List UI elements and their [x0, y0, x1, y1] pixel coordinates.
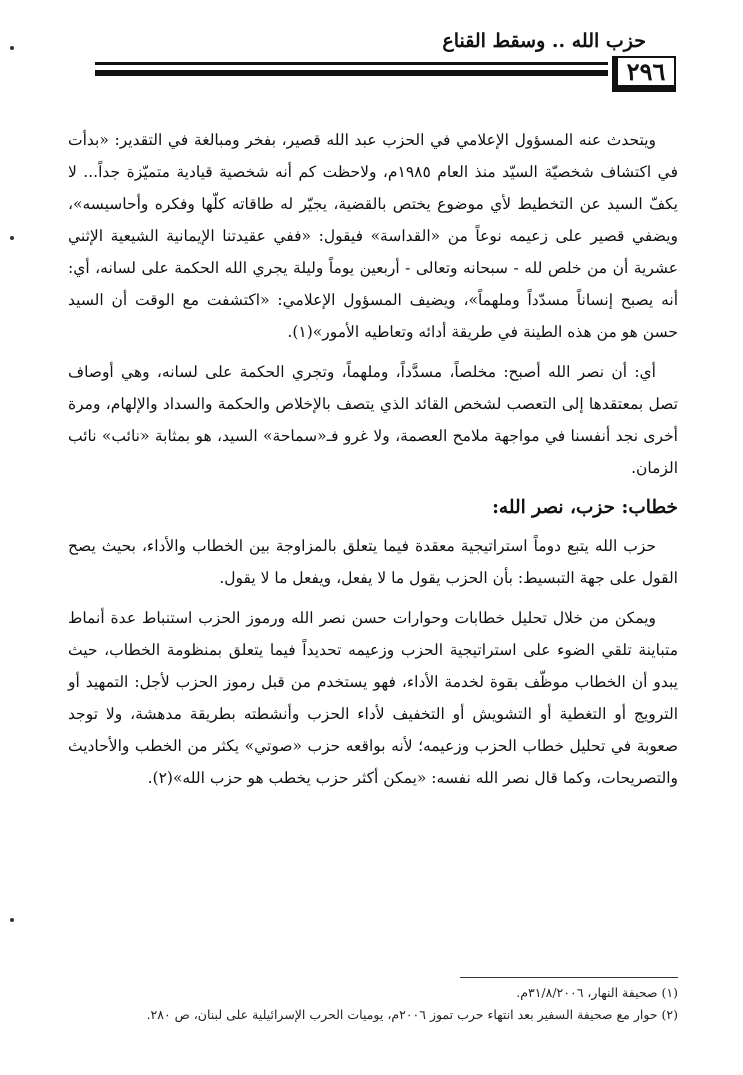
paragraph-strategy: حزب الله يتبع دوماً استراتيجية معقدة فيما يتعلق بالمزاوجة بين الخطاب والأداء، بحيث يصح القول على جهة التبسيط: بأن الحزب يقول ما لا يفعل، ويفعل ما لا يقول.: [68, 537, 678, 587]
scan-mark: [10, 236, 14, 240]
paragraph-attributes: أي: أن نصر الله أصبح: مخلصاً، مسدَّداً، وملهماً، وتجري الحكمة على لسانه، وهي أوصاف تصل بمعتقدها إلى التعصب لشخص القائد الذي يتصف بالإخلاص والحكمة والسداد والإلهام، ومرة أخرى نجد أنفسنا في مواجهة ملامح العصمة، ولا غرو فـ«سماحة» السيد، هو بمثابة «نائب» نائب الزمان.: [68, 363, 678, 477]
header-rule-thin: [95, 62, 608, 65]
footnotes: [68, 982, 678, 1026]
header-rule-thick: [95, 70, 608, 76]
page-number: [612, 56, 676, 92]
body-text: [68, 124, 678, 802]
running-title: حزب الله .. وسقط القناع: [442, 30, 646, 52]
paragraph-discourse-analysis: ويمكن من خلال تحليل خطابات وحوارات حسن نصر الله ورموز الحزب استنباط عدة أنماط متباينة تلقي الضوء على استراتيجية الحزب وزعيمه تحديداً فيما يتعلق بمنظومة الخطاب، حيث يبدو أن الخطاب موظّف بقوة لخدمة الأداء، فهو يستخدم من قبل رموز الحزب لأجل: التمهيد أو الترويج أو التغطية أو التشويش أو التخفيف لأداء الحزب وأنشطته بطريقة مدهشة، ولا توجد صعوبة في تحليل خطاب الحزب وزعيمه؛ لأنه بواقعه حزب «صوتي» يكثر من الخطب والأحاديث والتصريحات، وكما قال نصر الله نفسه: «يمكن أكثر حزب يخطب هو حزب الله»(٢).: [68, 609, 678, 787]
scan-mark: [10, 46, 14, 50]
paragraph-quote-qusayr: ويتحدث عنه المسؤول الإعلامي في الحزب عبد الله قصير، بفخر ومبالغة في التقدير: «بدأت في اكتشاف شخصيّة السيّد منذ العام ١٩٨٥م، ولاحظت كم أنه شخصية قيادية متميّزة جداً... لا يكفّ السيد عن التخطيط لأي موضوع يختص بالقضية، يجيّر له طاقاته كلّها وفكره وأحاسيسه»، ويضفي قصير على زعيمه نوعاً من «القداسة» فيقول: «ففي عقيدتنا الإيمانية الشيعية الإثني عشرية أن من خلص لله - سبحانه وتعالى - أربعين يوماً وليلة يجري الله الحكمة على لسانه، أي: أنه يصبح إنساناً مسدّداً وملهماً»، ويضيف المسؤول الإعلامي: «اكتشفت مع الوقت أن السيد حسن هو من هذه الطينة في طريقة أدائه وتعاطيه الأمور»(١).: [68, 131, 678, 341]
section-heading: خطاب: حزب، نصر الله:: [492, 497, 678, 518]
footnote-2: (٢) حوار مع صحيفة السفير بعد انتهاء حرب تموز ٢٠٠٦م، يوميات الحرب الإسرائيلية على لبنان، ص ٢٨٠.: [146, 1007, 678, 1022]
footnote-1: (١) صحيفة النهار، ٣١/٨/٢٠٠٦م.: [516, 985, 678, 1000]
footnote-separator: [460, 977, 678, 978]
scan-mark: [10, 918, 14, 922]
page-number-text: ٢٩٦: [626, 57, 666, 86]
